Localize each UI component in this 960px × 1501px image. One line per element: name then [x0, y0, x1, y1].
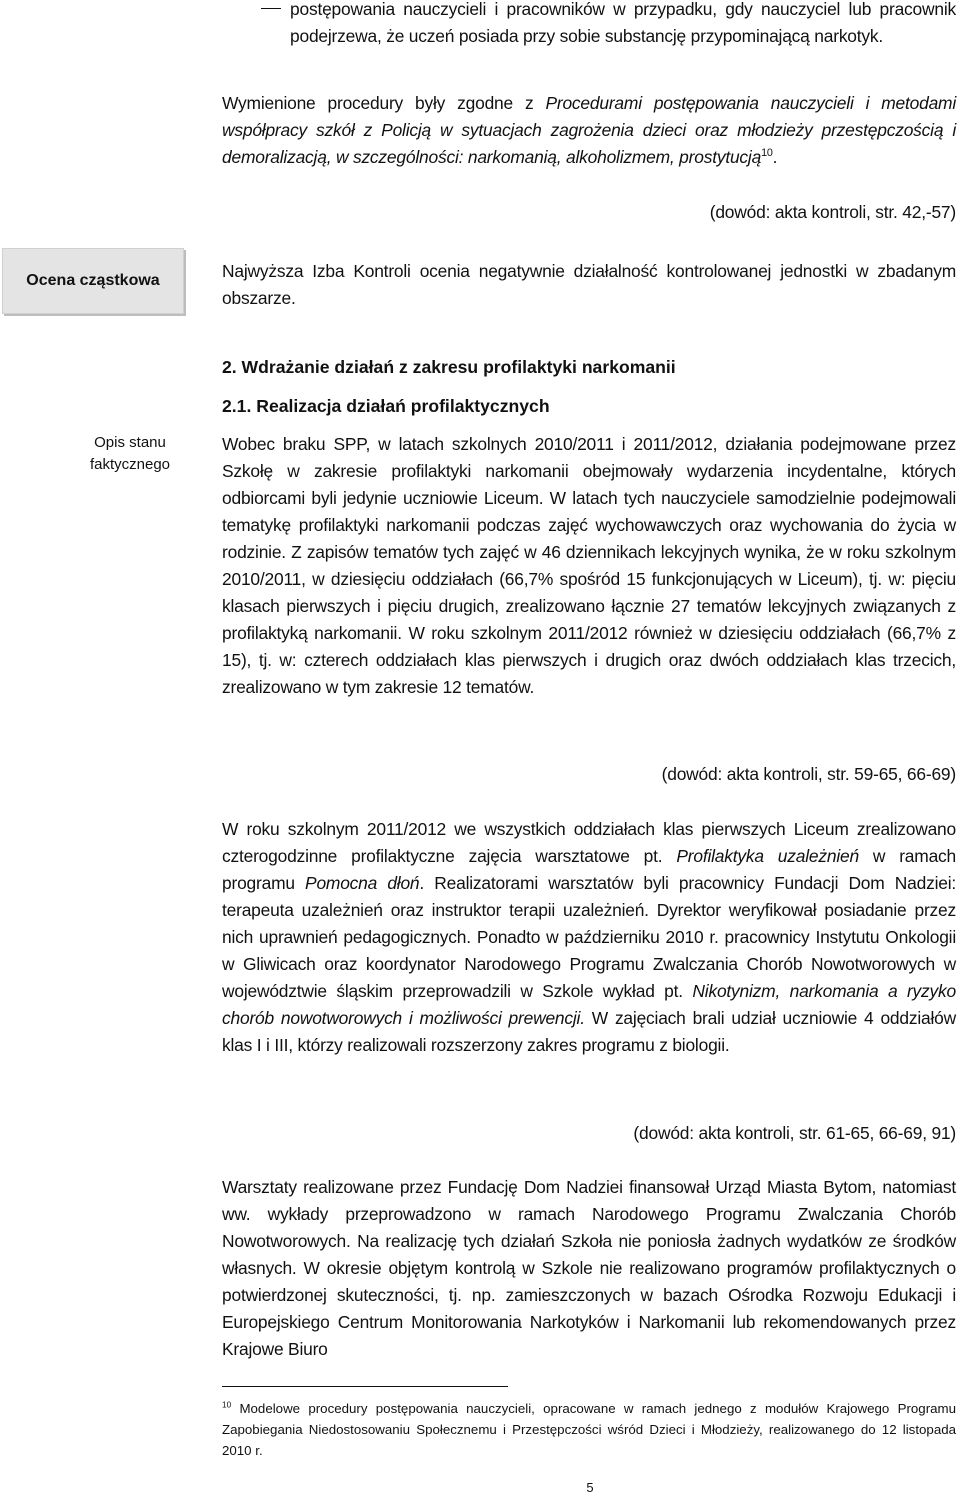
procedures-title: Procedurami postępowania nauczycieli i metodami współpracy szkół z Policją w sytuacjach zagrożenia dzieci oraz młodzieży przestępczością i demoralizacją, w szczególności: narkomanią, alkoholizmem, prostytucją	[222, 93, 956, 167]
footnote-ref: 10	[761, 147, 773, 160]
footnote-number: 10	[222, 1400, 232, 1410]
assessment-text: Najwyższa Izba Kontroli ocenia negatywnie działalność kontrolowanej jednostki w zbadanym obszarze.	[222, 261, 956, 308]
evidence-2: (dowód: akta kontroli, str. 59-65, 66-69)	[661, 764, 956, 784]
p2-e: . Realizatorami warsztatów byli pracownicy Fundacji Dom Nadziei: terapeuta uzależnień oraz instruktor terapii uzależnień. Dyrektor weryfikował posiadanie przez nich uprawnień pedagogicznych. Ponadto w październiku 2010 r. pracownicy Instytutu Onkologii w Gliwicach oraz koordynator Narodowego Programu Zwalczania Chorób Nowotworowych w województwie śląskim przeprowadzili w Szkole wykład pt.	[222, 873, 956, 1001]
section-heading-2-1: 2.1. Realizacja działań profilaktycznych	[222, 396, 550, 416]
page-number: 5	[586, 1480, 594, 1495]
footnote	[222, 1398, 956, 1461]
p2-c: w ramach programu	[222, 846, 957, 893]
procedures-lead: Wymienione procedury były zgodne z	[222, 93, 546, 113]
paragraph-3: Warsztaty realizowane przez Fundację Dom Nadziei finansował Urząd Miasta Bytom, natomiast ww. wykłady przeprowadzono w ramach Narodowego Programu Zwalczania Chorób Nowotworowych. Na realizację tych działań Szkoła nie poniosła żadnych wydatków ze środków własnych. W okresie objętym kontrolą w Szkole nie realizowano programów profilaktycznych o potwierdzonej skuteczności, tj. np. zamieszczonych w bazach Ośrodka Rozwoju Edukacji i Europejskiego Centrum Monitorowania Narkotyków i Narkomanii lub rekomendowanych przez Krajowe Biuro	[222, 1177, 956, 1359]
p2-b: Profilaktyka uzależnień	[676, 846, 859, 866]
paragraph-1: Wobec braku SPP, w latach szkolnych 2010/2011 i 2011/2012, działania podejmowane przez Szkołę w zakresie profilaktyki narkomanii obejmowały wydarzenia incydentalne, których odbiorcami byli jedynie uczniowie Liceum. W latach tych nauczyciele samodzielnie podejmowali tematykę profilaktyki narkomanii podczas zajęć wychowawczych oraz wychowania do życia w rodzinie. Z zapisów tematów tych zajęć w 46 dziennikach lekcyjnych wynika, że w roku szkolnym 2010/2011, w dziesięciu oddziałach (66,7% spośród 15 funkcjonujących w Liceum), tj. w: pięciu klasach pierwszych i pięciu drugich, zrealizowano łącznie 27 tematów lekcyjnych związanych z profilaktyką narkomanii. W roku szkolnym 2011/2012 również w dziesięciu oddziałach (66,7% z 15), tj. w: czterech oddziałach klas pierwszych i drugich oraz dwóch oddziałach klas trzecich, zrealizowano w tym zakresie 12 tematów.	[222, 434, 956, 697]
p2-f: Nikotynizm, narkomania a ryzyko chorób nowotworowych i możliwości prewencji.	[222, 981, 956, 1028]
evidence-1: (dowód: akta kontroli, str. 42,-57)	[709, 202, 956, 222]
procedures-paragraph	[222, 90, 956, 171]
procedures-end: .	[772, 147, 778, 167]
evidence-3: (dowód: akta kontroli, str. 61-65, 66-69, 91)	[633, 1123, 956, 1143]
footnote-text: Modelowe procedury postępowania nauczycieli, opracowane w ramach jednego z modułów Krajowego Programu Zapobiegania Niedostosowaniu Społecznemu i Przestępczości wśród Dzieci i Młodzieży, realizowanego do 12 listopada 2010 r.	[222, 1401, 956, 1458]
side-label-facts: Opis stanu faktycznego	[89, 434, 171, 473]
p2-a: W roku szkolnym 2011/2012 we wszystkich oddziałach klas pierwszych Liceum zrealizowano czterogodzinne profilaktyczne zajęcia warsztatowe pt.	[222, 819, 956, 866]
side-label-assessment: Ocena cząstkowa	[2, 248, 184, 314]
p2-g: W zajęciach brali udział uczniowie 4 oddziałów klas I i III, którzy realizowali rozszerzony zakres programu z biologii.	[222, 1008, 956, 1055]
bullet-text: postępowania nauczycieli i pracowników w przypadku, gdy nauczyciel lub pracownik podejrzewa, że uczeń posiada przy sobie substancję przypominającą narkotyk.	[290, 0, 956, 46]
bullet-dash	[261, 8, 281, 9]
paragraph-2	[222, 816, 956, 1059]
footnote-rule	[222, 1386, 508, 1387]
section-heading-2: 2. Wdrażanie działań z zakresu profilaktyki narkomanii	[222, 357, 676, 377]
p2-d: Pomocna dłoń	[305, 873, 420, 893]
